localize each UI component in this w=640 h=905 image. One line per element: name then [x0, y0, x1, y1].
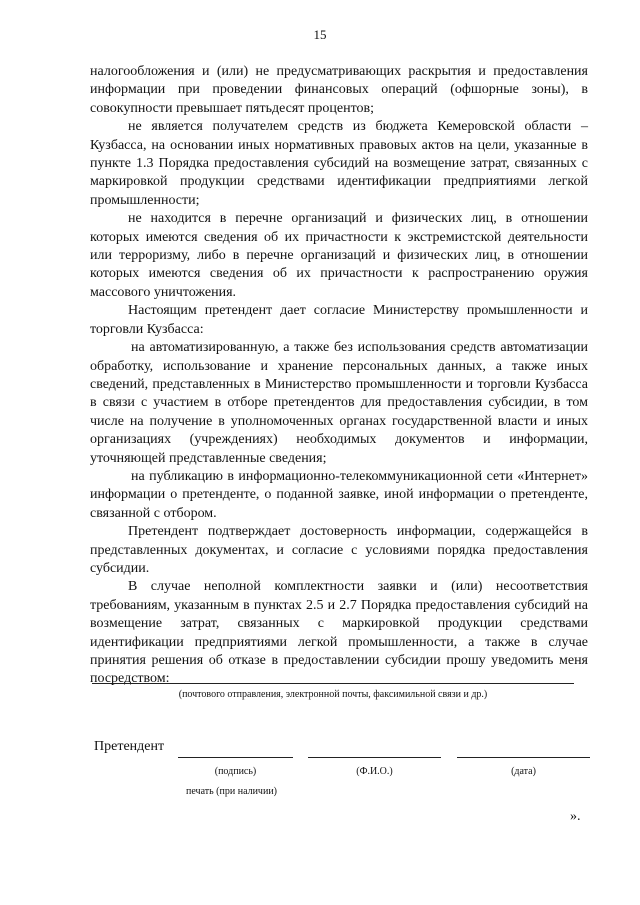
- paragraph: В случае неполной комплектности заявки и (или) несоответствия требованиям, указанным в пунктах 2.5 и 2.7 Порядка предоставления субсидий на возмещение затрат, связанных с маркировкой продукции средствами идентификации предприятиями легкой промышленности, а также в случае принятия решения об отказе в предоставлении субсидии прошу уведомить меня посредством:: [90, 579, 588, 687]
- notify-method-blank-line: [92, 683, 574, 684]
- paragraph: не находится в перечне организаций и физических лиц, в отношении которых имеются сведения об их причастности к экстремистской деятельности или терроризму, либо в перечне организаций и физических лиц, в отношении которых имеются сведения об их причастности к распространению оружия массового уничтожения.: [90, 211, 588, 300]
- full-name-caption: (Ф.И.О.): [356, 766, 393, 777]
- paragraph: налогообложения и (или) не предусматривающих раскрытия и предоставления информации при проведении финансовых операций (офшорные зоны), в совокупности превышает пятьдесят процентов;: [90, 64, 588, 116]
- date-caption: (дата): [511, 766, 536, 777]
- closing-quote-mark: ».: [570, 809, 581, 824]
- stamp-note: печать (при наличии): [186, 786, 277, 797]
- body-text: [90, 63, 588, 689]
- notify-method-caption: (почтового отправления, электронной почты, факсимильной связи и др.): [178, 689, 488, 700]
- paragraph: Настоящим претендент дает согласие Министерству промышленности и торговли Кузбасса:: [90, 303, 588, 337]
- paragraph: на публикацию в информационно-телекоммуникационной сети «Интернет» информации о претенденте, о поданной заявке, иной информации о претенденте, связанной с отбором.: [90, 468, 588, 521]
- full-name-blank-line: [308, 757, 441, 758]
- signature-caption: (подпись): [214, 766, 257, 777]
- paragraph: не является получателем средств из бюджета Кемеровской области – Кузбасса, на основании иных нормативных правовых актов на цели, указанные в пункте 1.3 Порядка предоставления субсидий на возмещение затрат, связанных с маркировкой продукции средствами идентификации предприятиями легкой промышленности;: [90, 119, 588, 208]
- page-number: 15: [313, 27, 327, 42]
- paragraph: на автоматизированную, а также без использования средств автоматизации обработку, использование и хранение персональных данных, а также иных сведений, представленных в Министерство промышленности и торговли Кузбасса в связи с участием в отборе претендентов для предоставления субсидии, в том числе на получение в уполномоченных органах государственной власти и иных организациях (учреждениях) необходимых документов и информации, уточняющей представленные сведения;: [90, 340, 588, 466]
- signature-blank-line: [178, 757, 293, 758]
- paragraph: Претендент подтверждает достоверность информации, содержащейся в представленных документах, и согласие с условиями порядка предоставления субсидии.: [90, 524, 588, 576]
- date-blank-line: [457, 757, 590, 758]
- signatory-label: Претендент: [94, 739, 165, 754]
